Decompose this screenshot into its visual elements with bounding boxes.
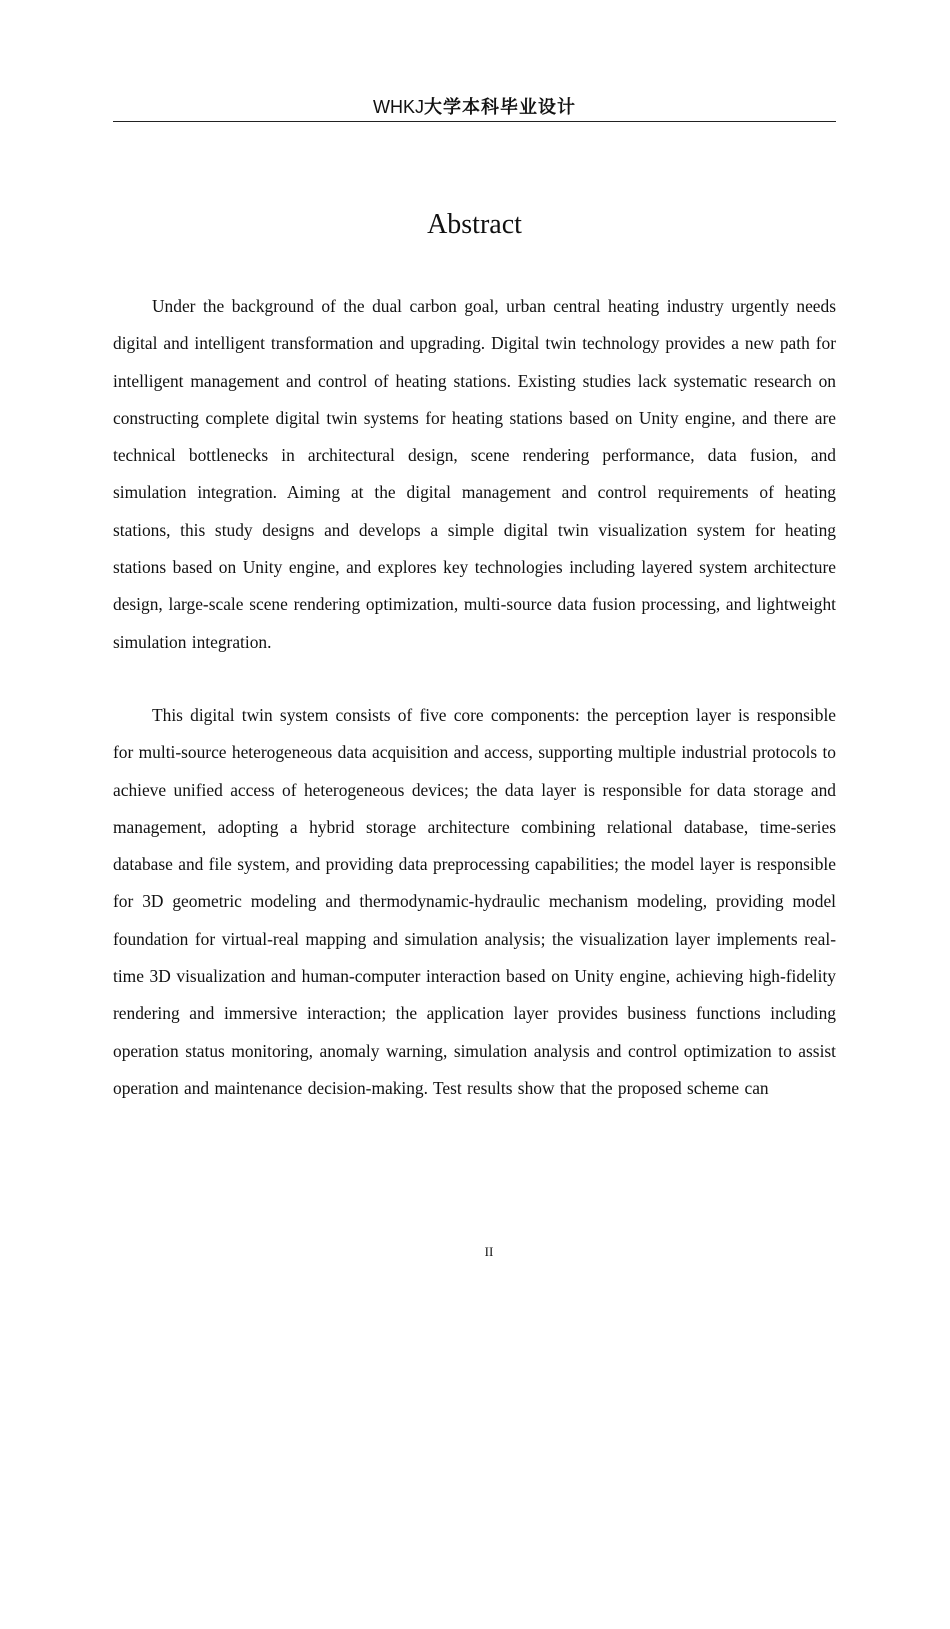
header-university-code: WHKJ [373,97,424,117]
abstract-body [113,288,836,1629]
running-header [113,93,836,122]
page-number: II [484,1244,494,1259]
abstract-paragraph: This digital twin system consists of five core components: the perception layer is responsible for multi-source heterogeneous data acquisition and access, supporting multiple industrial protocols to achieve unified access of heterogeneous devices; the data layer is responsible for data storage and management, adopting a hybrid storage architecture combining relational database, time-series database and file system, and providing data preprocessing capabilities; the model layer is responsible for 3D geometric modeling and thermodynamic-hydraulic mechanism modeling, providing model foundation for virtual-real mapping and simulation analysis; the visualization layer implements real-time 3D visualization and human-computer interaction based on Unity engine, achieving high-fidelity rendering and immersive interaction; the application layer provides business functions including operation status monitoring, anomaly warning, simulation analysis and control optimization to assist operation and maintenance decision-making. Test results show that the proposed scheme can [113,704,836,1098]
header-document-type: 大学本科毕业设计 [424,97,576,118]
section-title: Abstract [427,209,522,240]
abstract-paragraph: Under the background of the dual carbon goal, urban central heating industry urgently needs digital and intelligent transformation and upgrading. Digital twin technology provides a new path for intelligent management and control of heating stations. Existing studies lack systematic research on constructing complete digital twin systems for heating stations based on Unity engine, and there are technical bottlenecks in architectural design, scene rendering performance, data fusion, and simulation integration. Aiming at the digital management and control requirements of heating stations, this study designs and develops a simple digital twin visualization system for heating stations based on Unity engine, and explores key technologies including layered system architecture design, large-scale scene rendering optimization, multi-source data fusion processing, and lightweight simulation integration. [113,296,836,652]
